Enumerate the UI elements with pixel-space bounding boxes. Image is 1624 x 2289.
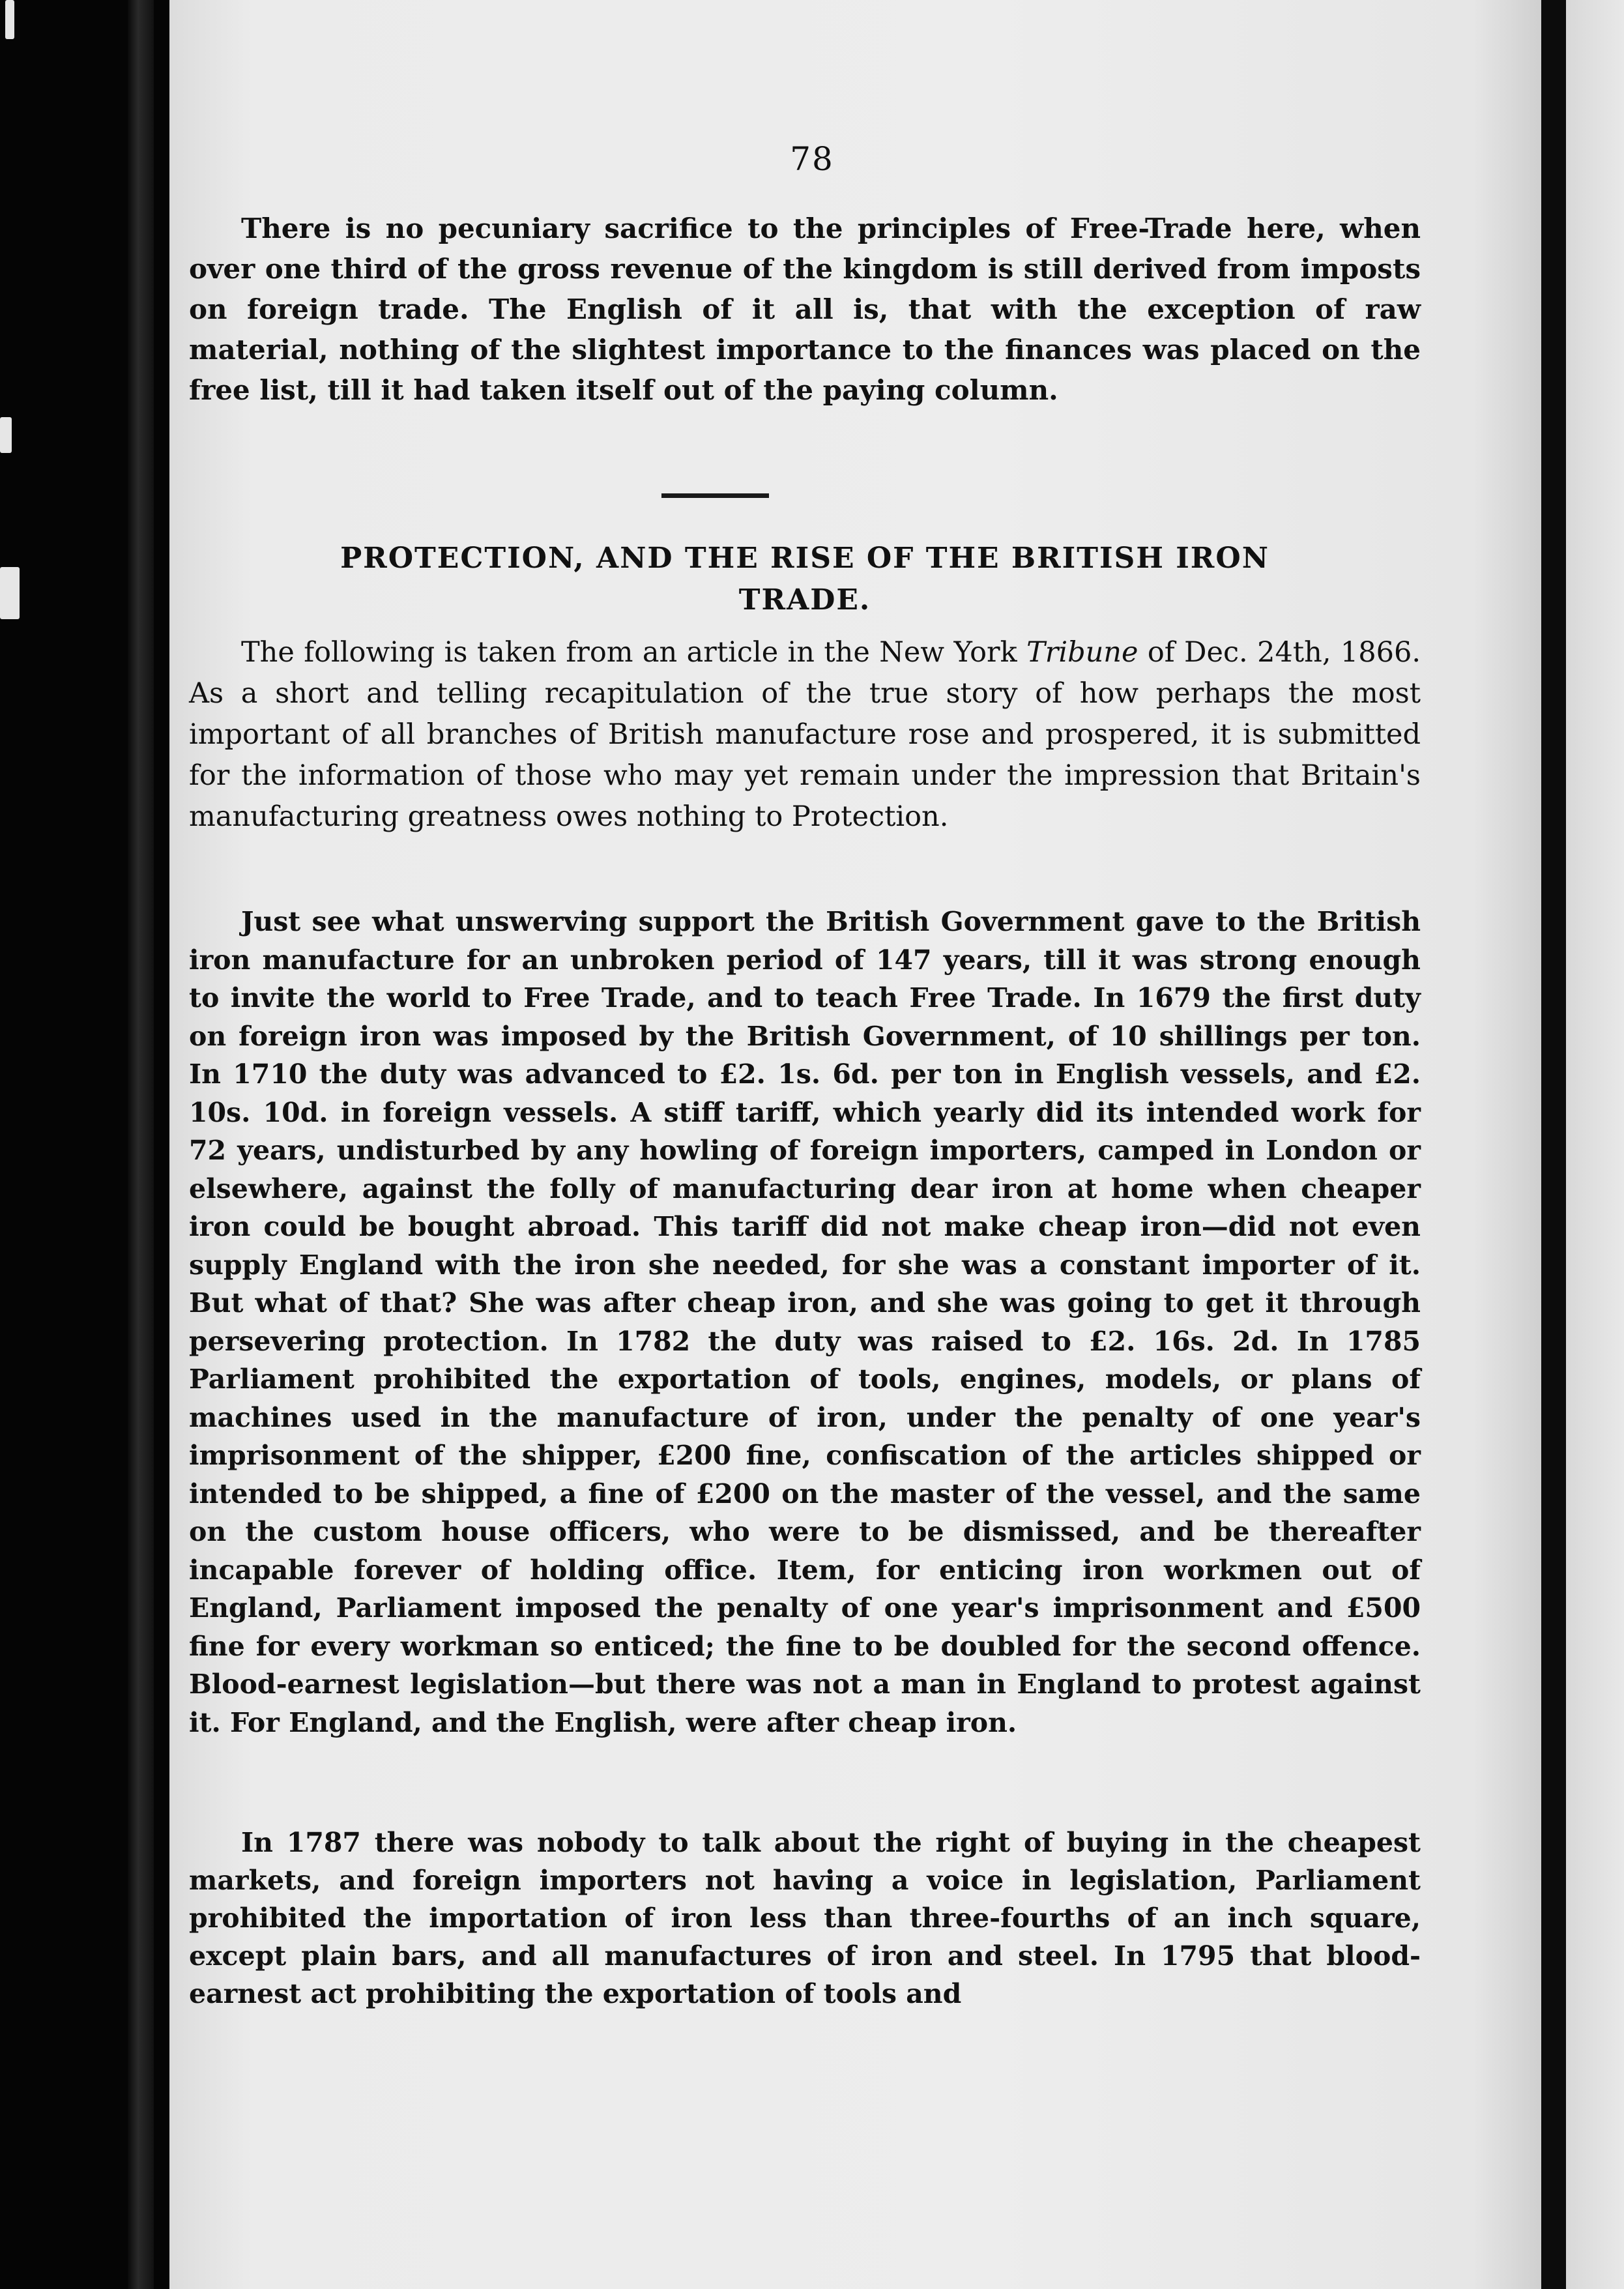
article-lead-paragraph	[189, 632, 1421, 838]
intro-paragraph: There is no pecuniary sacrifice to the principles of Free-Trade here, when over one third of the gross revenue of the kingdom is still derived from imposts on foreign trade. The English of it all is, that with the exception of raw material, nothing of the slightest importance to the finances was placed on the free list, till it had taken itself out of the paying column.	[189, 212, 1421, 406]
scan-speck	[5, 0, 14, 39]
section-divider	[661, 493, 769, 498]
body-paragraph: Just see what unswerving support the British Government gave to the British iron manufacture for an unbroken period of 147 years, till it was strong enough to invite the world to Free Trade, and to teach Free Trade. In 1679 the first duty on foreign iron was imposed by the British Government, of 10 shillings per ton. In 1710 the duty was advanced to £2. 1s. 6d. per ton in English vessels, and £2. 10s. 10d. in foreign vessels. A stiff tariff, which yearly did its intended work for 72 years, undisturbed by any howling of foreign importers, camped in London or elsewhere, against the folly of manufacturing dear iron at home when cheaper iron could be bought abroad. This tariff did not make cheap iron—did not even supply England with the iron she needed, for she was a constant importer of it. But what of that? She was after cheap iron, and she was going to get it through persevering protection. In 1782 the duty was raised to £2. 16s. 2d. In 1785 Parliament prohibited the exportation of tools, engines, models, or plans of machines used in the manufacture of iron, under the penalty of one year's imprisonment of the shipper, £200 fine, confiscation of the articles shipped or intended to be shipped, a fine of £200 on the master of the vessel, and the same on the custom house officers, who were to be dismissed, and be thereafter incapable forever of holding office. Item, for enticing iron workmen out of England, Parliament imposed the penalty of one year's imprisonment and £500 fine for every workman so enticed; the fine to be doubled for the second offence. Blood-earnest legislation—but there was not a man in England to protest against it. For England, and the English, were after cheap iron.	[189, 906, 1421, 1738]
page-gutter	[1541, 0, 1566, 2289]
body-paragraph-continued: In 1787 there was nobody to talk about the right of buying in the cheapest markets, and foreign importers not having a voice in legislation, Parliament prohibited the importation of iron less than three-fourths of an inch square, except plain bars, and all manufactures of iron and steel. In 1795 that blood-earnest act prohibiting the exportation of tools and	[189, 1827, 1421, 2009]
scan-speck	[0, 417, 12, 453]
article-title: PROTECTION, AND THE RISE OF THE BRITISH IRON TRADE.	[340, 542, 1269, 617]
page-number: 78	[790, 140, 834, 178]
scan-binding-edge	[128, 0, 154, 2289]
article-lead-text: The following is taken from an article in the New York	[241, 636, 1027, 669]
newspaper-name: Tribune	[1026, 636, 1138, 669]
facing-page-edge	[1566, 0, 1624, 2289]
scan-speck	[0, 567, 20, 619]
article-lead-text-continued: of Dec. 24th, 1866. As a short and telling recapitulation of the true story of how perhaps the most important of all branches of British manufacture rose and prospered, it is submitted for the information of those who may yet remain under the impression that Britain's manufacturing greatness owes nothing to Protection.	[189, 636, 1421, 833]
